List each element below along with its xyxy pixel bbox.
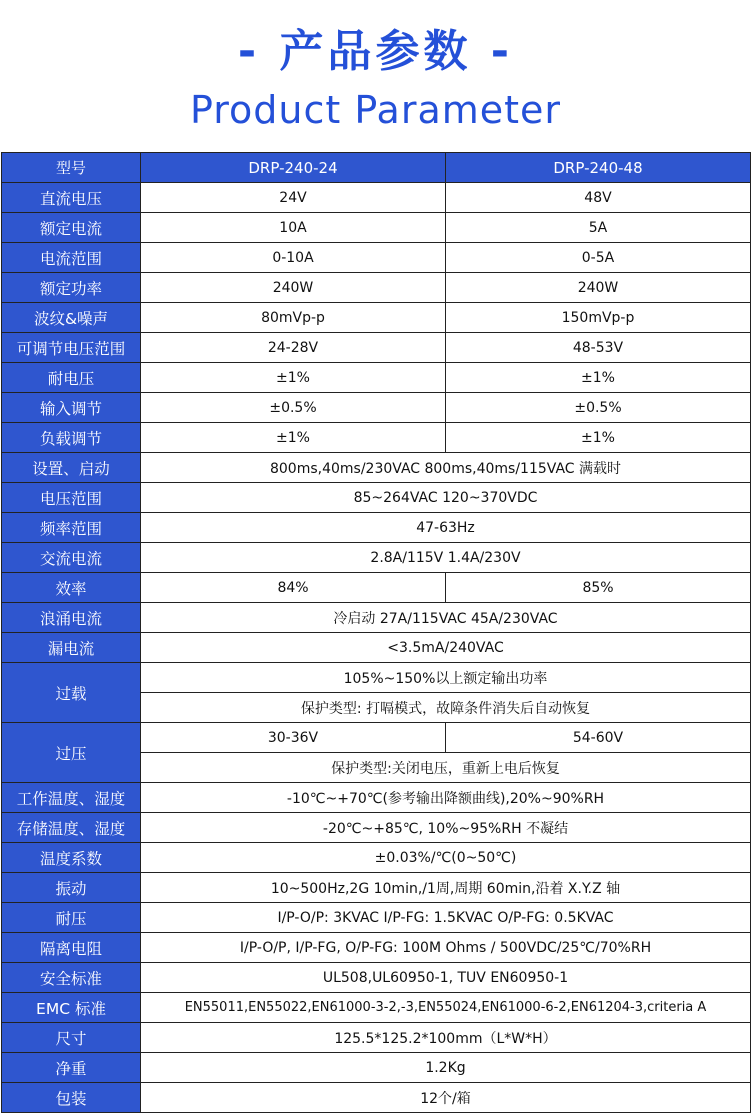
table-row xyxy=(2,303,751,333)
row-label: 耐压 xyxy=(2,903,141,933)
model-b: DRP-240-48 xyxy=(446,153,751,183)
table-row xyxy=(2,273,751,303)
value-merged: 12个/箱 xyxy=(141,1083,751,1113)
row-label: 存储温度、湿度 xyxy=(2,813,141,843)
table-row xyxy=(2,843,751,873)
table-row xyxy=(2,813,751,843)
value-a: 80mVp-p xyxy=(141,303,446,333)
value-merged: 125.5*125.2*100mm（L*W*H） xyxy=(141,1023,751,1053)
value-merged: 2.8A/115V 1.4A/230V xyxy=(141,543,751,573)
value-merged: <3.5mA/240VAC xyxy=(141,633,751,663)
value-b: 5A xyxy=(446,213,751,243)
row-label: 振动 xyxy=(2,873,141,903)
row-label: 电流范围 xyxy=(2,243,141,273)
value-merged: 85~264VAC 120~370VDC xyxy=(141,483,751,513)
row-label: 隔离电阻 xyxy=(2,933,141,963)
table-row xyxy=(2,423,751,453)
row-label: 过压 xyxy=(2,723,141,783)
row-label: 负载调节 xyxy=(2,423,141,453)
table-row xyxy=(2,393,751,423)
row-label: 净重 xyxy=(2,1053,141,1083)
row-label: EMC 标准 xyxy=(2,993,141,1023)
model-label: 型号 xyxy=(2,153,141,183)
value-a: 240W xyxy=(141,273,446,303)
value-merged: 保护类型:关闭电压，重新上电后恢复 xyxy=(141,753,751,783)
value-b: 48-53V xyxy=(446,333,751,363)
value-b: 85% xyxy=(446,573,751,603)
row-label: 过载 xyxy=(2,663,141,723)
row-label: 尺寸 xyxy=(2,1023,141,1053)
table-row xyxy=(2,333,751,363)
value-a: ±1% xyxy=(141,423,446,453)
table-row xyxy=(2,963,751,993)
table-row xyxy=(2,1083,751,1113)
value-b: ±1% xyxy=(446,423,751,453)
row-label: 输入调节 xyxy=(2,393,141,423)
value-b: 54-60V xyxy=(446,723,751,753)
table-row xyxy=(2,873,751,903)
row-label: 频率范围 xyxy=(2,513,141,543)
table-row xyxy=(2,243,751,273)
value-merged: 1.2Kg xyxy=(141,1053,751,1083)
value-a: 84% xyxy=(141,573,446,603)
parameter-table xyxy=(1,152,751,1113)
table-row xyxy=(2,513,751,543)
table-row xyxy=(2,363,751,393)
value-a: 0-10A xyxy=(141,243,446,273)
row-label: 波纹&噪声 xyxy=(2,303,141,333)
row-label: 电压范围 xyxy=(2,483,141,513)
value-merged: UL508,UL60950-1, TUV EN60950-1 xyxy=(141,963,751,993)
table-row xyxy=(2,483,751,513)
value-b: 48V xyxy=(446,183,751,213)
value-merged: -10℃~+70℃(参考输出降额曲线),20%~90%RH xyxy=(141,783,751,813)
value-merged: 47-63Hz xyxy=(141,513,751,543)
row-label: 额定电流 xyxy=(2,213,141,243)
value-merged: I/P-O/P: 3KVAC I/P-FG: 1.5KVAC O/P-FG: 0.5KVAC xyxy=(141,903,751,933)
value-merged: 10~500Hz,2G 10min,/1周,周期 60min,沿着 X.Y.Z 轴 xyxy=(141,873,751,903)
value-b: ±1% xyxy=(446,363,751,393)
table-row xyxy=(2,663,751,693)
value-merged: -20℃~+85℃, 10%~95%RH 不凝结 xyxy=(141,813,751,843)
row-label: 耐电压 xyxy=(2,363,141,393)
value-merged: EN55011,EN55022,EN61000-3-2,-3,EN55024,EN61000-6-2,EN61204-3,criteria A xyxy=(141,993,751,1023)
row-label: 设置、启动 xyxy=(2,453,141,483)
value-a: ±0.5% xyxy=(141,393,446,423)
value-b: 0-5A xyxy=(446,243,751,273)
table-row xyxy=(2,453,751,483)
table-row xyxy=(2,723,751,753)
row-label: 温度系数 xyxy=(2,843,141,873)
page-title-english: Product Parameter xyxy=(189,88,562,132)
row-label: 交流电流 xyxy=(2,543,141,573)
table-row xyxy=(2,213,751,243)
value-merged: I/P-O/P, I/P-FG, O/P-FG: 100M Ohms / 500VDC/25℃/70%RH xyxy=(141,933,751,963)
value-merged: 105%~150%以上额定输出功率 xyxy=(141,663,751,693)
table-row xyxy=(2,633,751,663)
table-row xyxy=(2,183,751,213)
table-row xyxy=(2,933,751,963)
value-a: 30-36V xyxy=(141,723,446,753)
value-a: ±1% xyxy=(141,363,446,393)
value-merged: 冷启动 27A/115VAC 45A/230VAC xyxy=(141,603,751,633)
row-label: 效率 xyxy=(2,573,141,603)
value-a: 24V xyxy=(141,183,446,213)
row-label: 可调节电压范围 xyxy=(2,333,141,363)
value-merged: 保护类型: 打嗝模式，故障条件消失后自动恢复 xyxy=(141,693,751,723)
value-merged: 800ms,40ms/230VAC 800ms,40ms/115VAC 满载时 xyxy=(141,453,751,483)
page-header xyxy=(0,0,751,152)
value-a: 10A xyxy=(141,213,446,243)
value-b: 240W xyxy=(446,273,751,303)
row-label: 额定功率 xyxy=(2,273,141,303)
table-row xyxy=(2,603,751,633)
row-label: 漏电流 xyxy=(2,633,141,663)
table-row xyxy=(2,783,751,813)
table-row xyxy=(2,1023,751,1053)
table-header-row xyxy=(2,153,751,183)
row-label: 包装 xyxy=(2,1083,141,1113)
table-row xyxy=(2,993,751,1023)
row-label: 安全标准 xyxy=(2,963,141,993)
table-row xyxy=(2,573,751,603)
table-row xyxy=(2,1053,751,1083)
value-b: 150mVp-p xyxy=(446,303,751,333)
value-a: 24-28V xyxy=(141,333,446,363)
value-merged: ±0.03%/℃(0~50℃) xyxy=(141,843,751,873)
row-label: 工作温度、湿度 xyxy=(2,783,141,813)
page-title-chinese: - 产品参数 - xyxy=(237,26,514,77)
table-row xyxy=(2,543,751,573)
row-label: 直流电压 xyxy=(2,183,141,213)
value-b: ±0.5% xyxy=(446,393,751,423)
row-label: 浪涌电流 xyxy=(2,603,141,633)
model-a: DRP-240-24 xyxy=(141,153,446,183)
table-row xyxy=(2,903,751,933)
